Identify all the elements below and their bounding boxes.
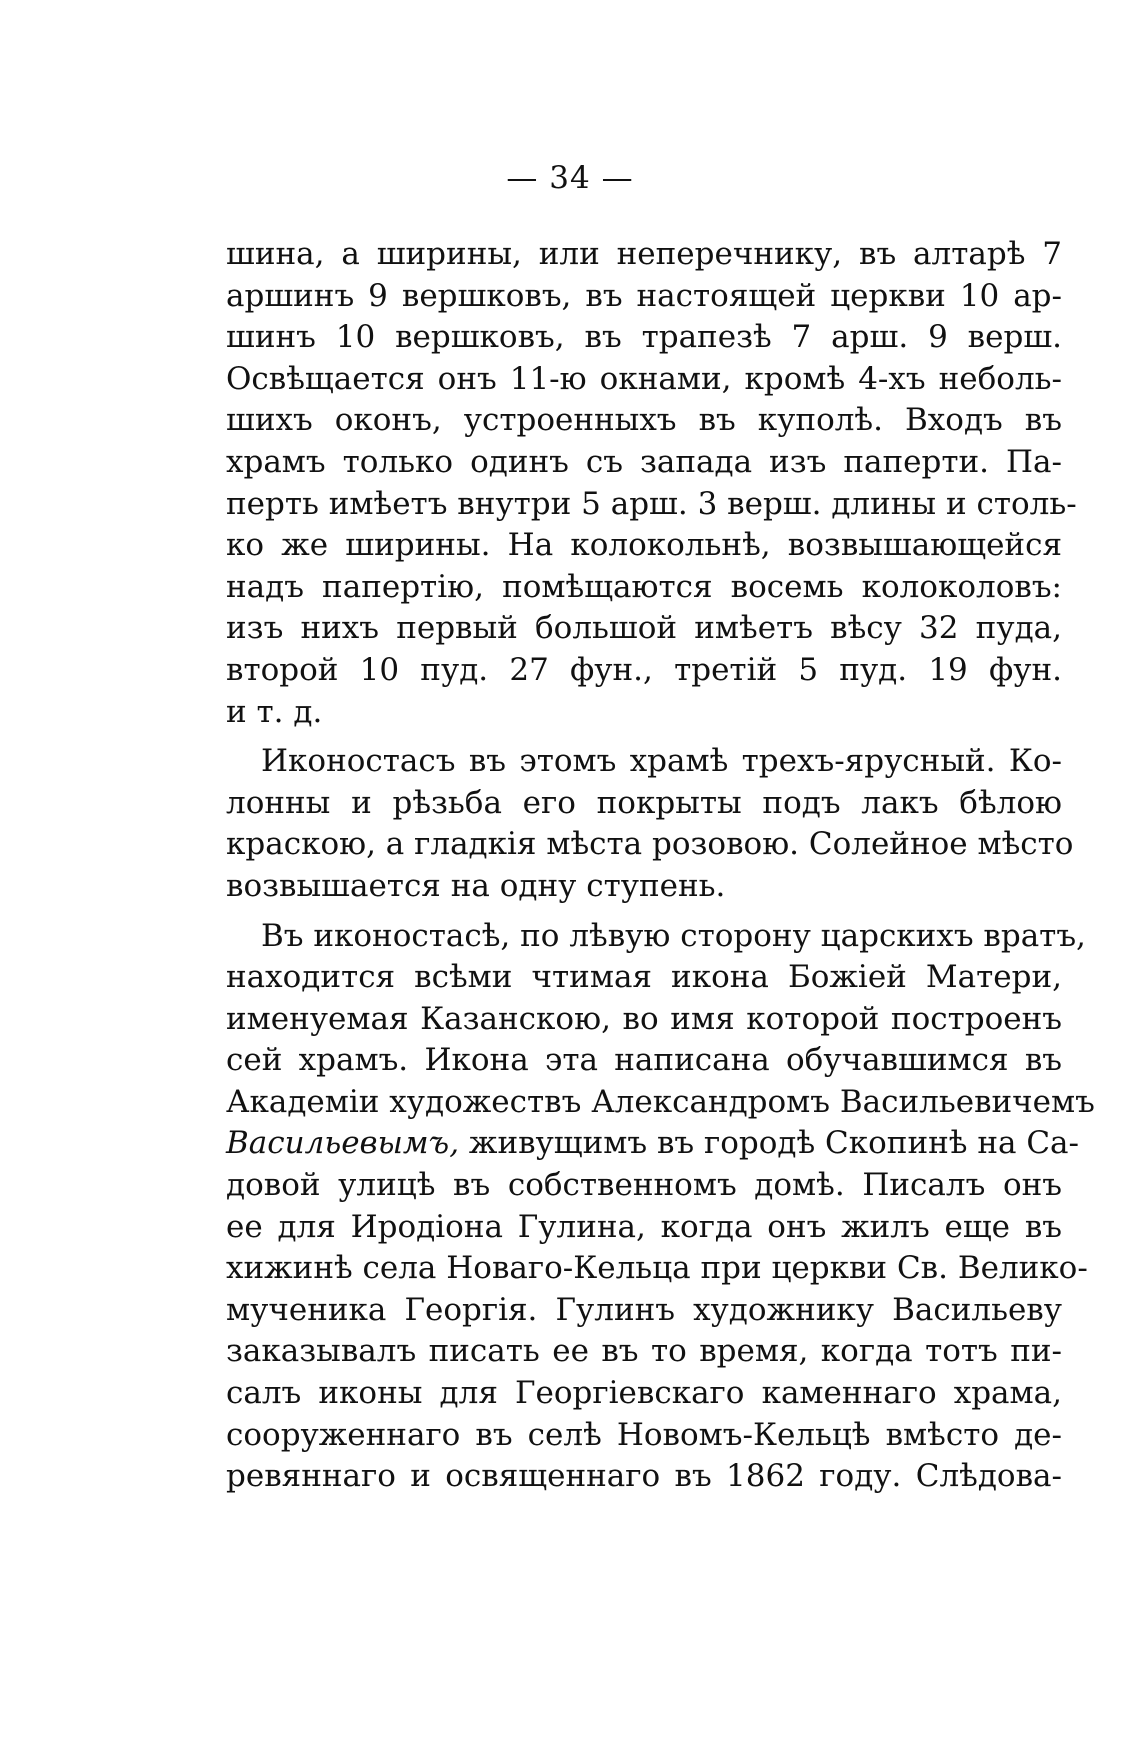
text-line: мученика Георгія. Гулинъ художнику Васильеву — [226, 1291, 1062, 1328]
paragraph-gap — [226, 908, 1062, 916]
text-line: заказывалъ писать ее въ то время, когда тотъ пи- — [226, 1333, 1062, 1370]
text-line: храмъ только одинъ съ запада изъ паперти. Па- — [226, 443, 1062, 480]
line-remainder: живущимъ въ городѣ Скопинѣ на Са- — [468, 1125, 1080, 1162]
text-line: шина, а ширины, или неперечнику, въ алтарѣ 7 — [226, 236, 1062, 272]
text-line: аршинъ 9 вершковъ, въ настоящей церкви 10 ар- — [226, 277, 1062, 314]
text-line-with-italic — [226, 1123, 1080, 1165]
italic-surname: Васильевымъ, — [226, 1125, 460, 1162]
text-line: Иконостасъ въ этомъ храмѣ трехъ-ярусный. Ко- — [261, 743, 1062, 780]
text-line: ее для Иродіона Гулина, когда онъ жилъ еще въ — [226, 1208, 1062, 1245]
text-line: и т. д. — [226, 693, 323, 730]
text-line: сооруженнаго въ селѣ Новомъ-Кельцѣ вмѣсто де- — [226, 1416, 1062, 1453]
paragraph-3 — [226, 916, 1095, 1498]
text-line: надъ папертію, помѣщаются восемь колоколовъ: — [226, 568, 1062, 605]
text-line: хижинѣ села Новаго-Кельца при церкви Св. Велико- — [226, 1250, 1088, 1287]
text-line: лонны и рѣзьба его покрыты подъ лакъ бѣлою — [226, 784, 1062, 821]
text-line: краскою, а гладкія мѣста розовою. Солейное мѣсто — [226, 826, 1074, 863]
text-line: Освѣщается онъ 11-ю окнами, кромѣ 4-хъ неболь- — [226, 360, 1062, 397]
text-line: ко же ширины. На колокольнѣ, возвышающейся — [226, 527, 1062, 564]
text-line: перть имѣетъ внутри 5 арш. 3 верш. длины и столь- — [226, 485, 1077, 522]
text-line: изъ нихъ первый большой имѣетъ вѣсу 32 пуда, — [226, 610, 1062, 647]
text-line: находится всѣми чтимая икона Божіей Матери, — [226, 959, 1062, 996]
text-line: шинъ 10 вершковъ, въ трапезѣ 7 арш. 9 верш. — [226, 319, 1062, 356]
text-line: салъ иконы для Георгіевскаго каменнаго храма, — [226, 1375, 1062, 1412]
page-number: — 34 — — [506, 160, 634, 196]
text-line: шихъ оконъ, устроенныхъ въ куполѣ. Входъ въ — [226, 402, 1062, 439]
paragraph-gap — [226, 733, 1062, 741]
text-line: ревяннаго и освященнаго въ 1862 году. Слѣдова- — [226, 1458, 1062, 1495]
text-line: именуемая Казанскою, во имя которой построенъ — [226, 1000, 1062, 1037]
text-line: возвышается на одну ступень. — [226, 867, 726, 904]
text-line: сей храмъ. Икона эта написана обучавшимся въ — [226, 1042, 1062, 1079]
paragraph-2 — [226, 741, 1074, 907]
body-text — [226, 234, 1095, 1498]
text-line: Въ иконостасѣ, по лѣвую сторону царскихъ вратъ, — [261, 917, 1086, 954]
text-line: Академіи художествъ Александромъ Васильевичемъ — [226, 1083, 1095, 1120]
text-line: второй 10 пуд. 27 фун., третій 5 пуд. 19 фун. — [226, 651, 1062, 688]
text-line: довой улицѣ въ собственномъ домѣ. Писалъ онъ — [226, 1167, 1062, 1204]
paragraph-1 — [226, 234, 1077, 733]
